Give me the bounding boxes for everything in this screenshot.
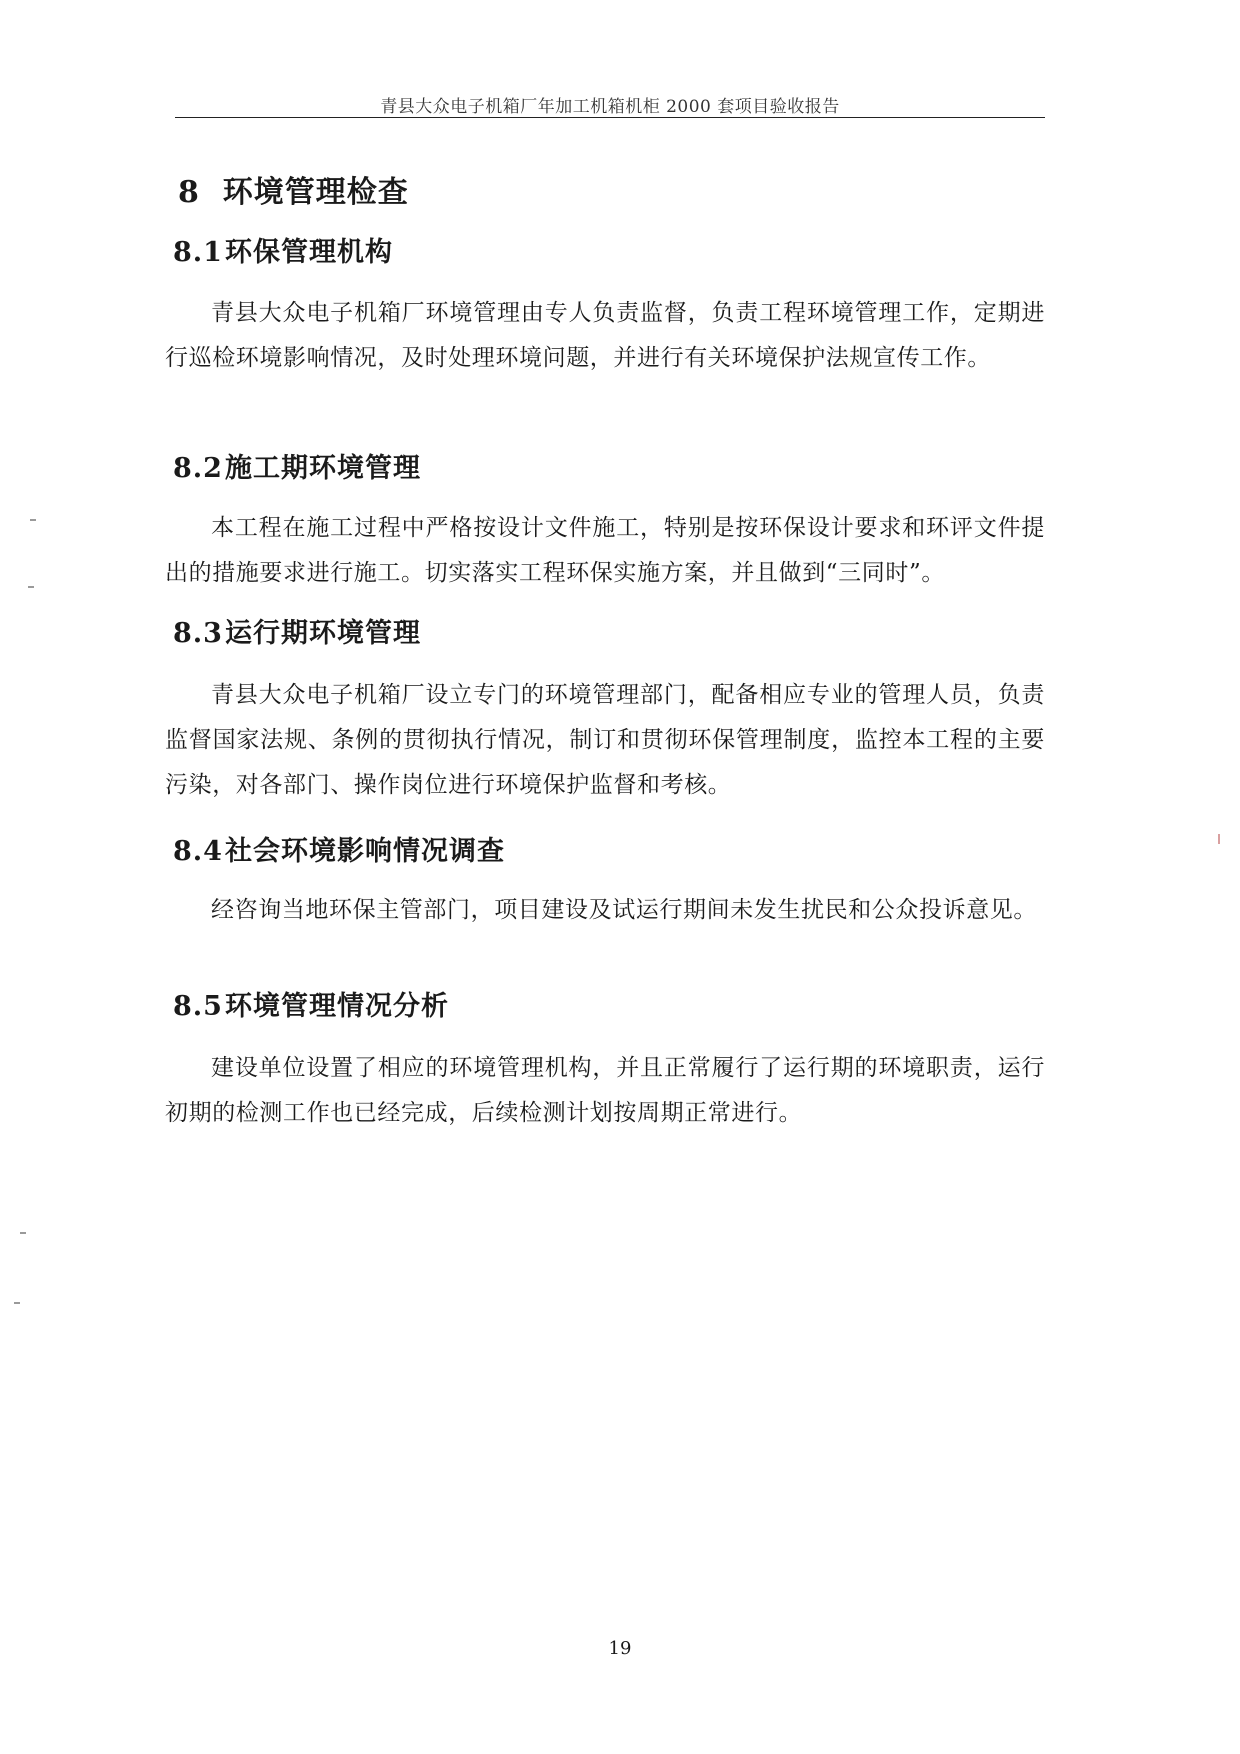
section-heading-8-2 xyxy=(173,446,421,485)
section-heading-8-1 xyxy=(173,230,393,269)
chapter-title-text: 环境管理检查 xyxy=(222,175,409,210)
scan-artifact xyxy=(28,586,34,588)
section-number: 8.5 xyxy=(173,991,223,1022)
section-title: 施工期环境管理 xyxy=(225,453,421,484)
chapter-number: 8 xyxy=(178,175,200,210)
section-body-8-3: 青县大众电子机箱厂设立专门的环境管理部门，配备相应专业的管理人员，负责监督国家法规、条例的贯彻执行情况，制订和贯彻环保管理制度，监控本工程的主要污染，对各部门、操作岗位进行环境保护监督和考核。 xyxy=(165,682,1045,798)
header-rule xyxy=(175,117,1045,118)
section-title: 环境管理情况分析 xyxy=(225,991,449,1022)
section-title: 社会环境影响情况调查 xyxy=(225,836,505,867)
section-body-8-1: 青县大众电子机箱厂环境管理由专人负责监督，负责工程环境管理工作，定期进行巡检环境影响情况，及时处理环境问题，并进行有关环境保护法规宣传工作。 xyxy=(165,300,1045,371)
scan-artifact xyxy=(1218,834,1220,844)
running-header: 青县大众电子机箱厂年加工机箱机柜 2000 套项目验收报告 xyxy=(380,97,840,117)
section-body-8-5: 建设单位设置了相应的环境管理机构，并且正常履行了运行期的环境职责，运行初期的检测工作也已经完成，后续检测计划按周期正常进行。 xyxy=(165,1055,1045,1126)
section-number: 8.3 xyxy=(173,618,223,649)
section-heading-8-5 xyxy=(173,984,449,1023)
section-body-8-4: 经咨询当地环保主管部门，项目建设及试运行期间未发生扰民和公众投诉意见。 xyxy=(211,897,1037,923)
section-body-8-2: 本工程在施工过程中严格按设计文件施工，特别是按环保设计要求和环评文件提出的措施要求进行施工。切实落实工程环保实施方案，并且做到“三同时”。 xyxy=(165,515,1045,586)
section-title: 环保管理机构 xyxy=(225,237,393,268)
section-number: 8.1 xyxy=(173,237,223,268)
section-heading-8-3 xyxy=(173,611,421,650)
scan-artifact xyxy=(30,519,36,521)
scan-artifact xyxy=(20,1232,26,1234)
page-number: 19 xyxy=(608,1638,632,1659)
section-number: 8.4 xyxy=(173,836,223,867)
chapter-title xyxy=(178,167,409,211)
section-number: 8.2 xyxy=(173,453,223,484)
section-title: 运行期环境管理 xyxy=(225,618,421,649)
scan-artifact xyxy=(14,1302,20,1304)
section-heading-8-4 xyxy=(173,829,505,868)
